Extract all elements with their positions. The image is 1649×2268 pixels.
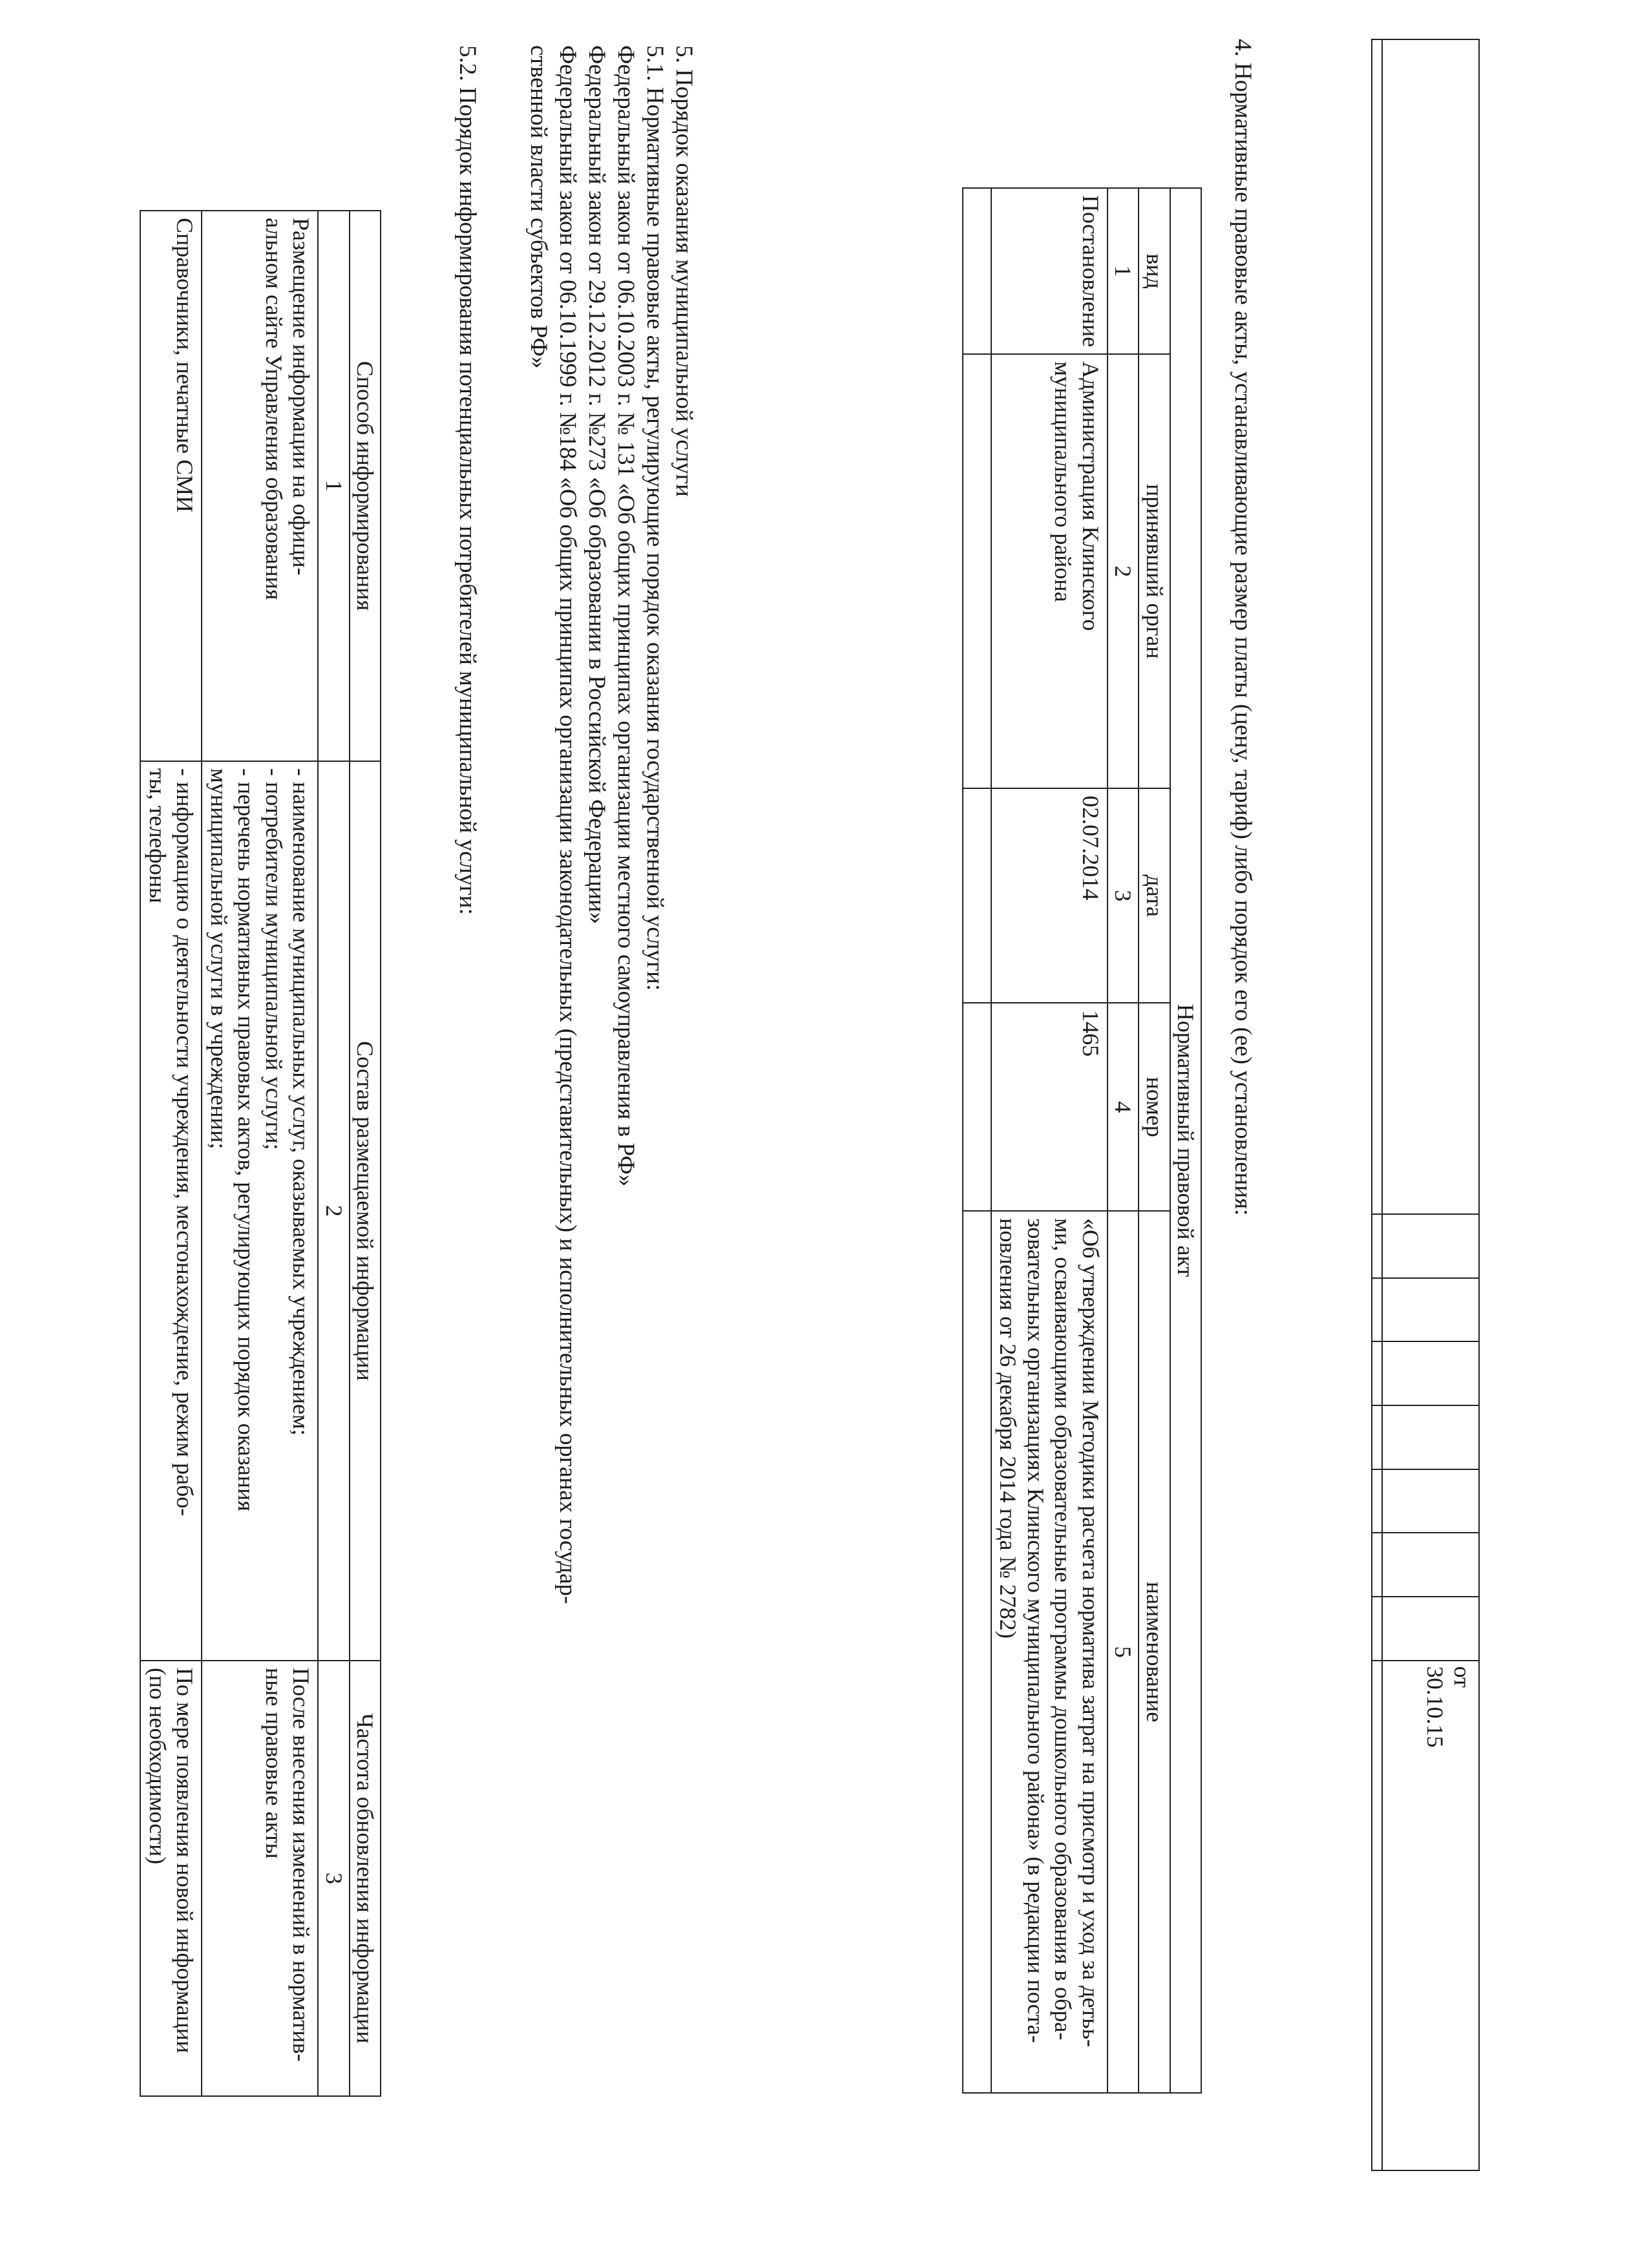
title-line: ми, осваивающими образовательные программы дошкольного образования в обра- bbox=[1050, 1218, 1077, 2041]
table-row bbox=[202, 211, 318, 2096]
col-number: 3 bbox=[318, 1661, 349, 2096]
info-frequency bbox=[140, 1661, 202, 2096]
method-line: альном сайте Управления образования bbox=[260, 218, 287, 600]
info-content bbox=[202, 761, 318, 1661]
law-line: Федеральный закон от 29.12.2012 г. №273 «Об образовании в Российской Федерации» bbox=[583, 45, 610, 925]
law-line: Федеральный закон от 06.10.2003 г. № 131 «Об общих принципах организации местного самоуправления в РФ» bbox=[613, 45, 639, 1187]
title-line: новления от 26 декабря 2014 года № 2782) bbox=[995, 1218, 1022, 1639]
frequency-line: (по необходимости) bbox=[144, 1668, 171, 1865]
law-line: Федеральный закон от 06.10.1999 г. №184 «Об общих принципах организации законодательных (представительных) и исполнительных органах государ- bbox=[554, 45, 581, 1604]
info-content bbox=[140, 761, 202, 1661]
content-line: - наименование муниципальных услуг, оказываемых учреждением; bbox=[288, 768, 315, 1436]
date-label: от bbox=[1449, 1666, 1475, 1688]
top-table-row bbox=[1372, 39, 1382, 2170]
title-line: «Об утверждении Методики расчета норматива затрат на присмотр и уход за детьь- bbox=[1077, 1218, 1104, 2048]
authority-line: муниципального района bbox=[1050, 361, 1077, 602]
content-line: муниципальной услуги в учреждении; bbox=[205, 768, 232, 1150]
top-table-cell bbox=[1372, 39, 1382, 1214]
table-row bbox=[991, 188, 1108, 2093]
table-header-row bbox=[1139, 188, 1170, 2093]
blank-cell bbox=[963, 1003, 991, 1211]
top-table-cell bbox=[1372, 1533, 1382, 1597]
col-header-title: наименование bbox=[1139, 1211, 1170, 2093]
info-method bbox=[140, 211, 202, 761]
col-number: 4 bbox=[1108, 1003, 1139, 1211]
top-table-cell bbox=[1382, 1405, 1479, 1469]
frequency-line: По мере появления новой информации bbox=[172, 1668, 198, 2053]
top-table-cell bbox=[1382, 1278, 1479, 1342]
act-number: 1465 bbox=[991, 1003, 1108, 1211]
content-line: - перечень нормативных правовых актов, регулирующих порядок оказания bbox=[233, 768, 260, 1511]
frequency-line: После внесения изменений в норматив- bbox=[288, 1668, 315, 2062]
col-header-number: номер bbox=[1139, 1003, 1170, 1211]
top-table-cell bbox=[1382, 1533, 1479, 1597]
section52-heading: 5.2. Порядок информирования потенциальных потребителей муниципальной услуги: bbox=[454, 45, 481, 915]
col-number: 5 bbox=[1108, 1211, 1139, 2093]
top-table-cell bbox=[1372, 1661, 1382, 2170]
method-line: Справочники, печатные СМИ bbox=[172, 218, 198, 513]
content-line: - информацию о деятельности учреждения, местонахождение, режим рабо- bbox=[172, 768, 198, 1517]
col-header-method: Способ информирования bbox=[350, 211, 381, 761]
top-table-cell bbox=[1372, 1214, 1382, 1278]
table-row-blank bbox=[963, 188, 991, 2093]
blank-cell bbox=[963, 354, 991, 788]
col-number: 2 bbox=[318, 761, 349, 1661]
act-kind: Постановление bbox=[991, 188, 1108, 354]
col-number: 2 bbox=[1108, 354, 1139, 788]
top-table-cell bbox=[1382, 1214, 1479, 1278]
table-row bbox=[140, 211, 202, 2096]
law-line: ственной власти субъектов РФ» bbox=[525, 45, 552, 369]
top-table-cell bbox=[1382, 1597, 1479, 1661]
top-table-row bbox=[1382, 39, 1479, 2170]
top-table-cell bbox=[1372, 1341, 1382, 1405]
top-table-cell bbox=[1372, 1469, 1382, 1533]
info-frequency bbox=[202, 1661, 318, 2096]
top-form-table bbox=[1371, 39, 1480, 2171]
section51-heading: 5.1. Нормативные правовые акты, регулирующие порядок оказания государственной услуги: bbox=[642, 45, 668, 991]
content-line: ты, телефоны bbox=[144, 768, 171, 903]
informing-table bbox=[140, 210, 381, 2097]
content-line: - потребители муниципальной услуги; bbox=[260, 768, 287, 1150]
table-number-row bbox=[1108, 188, 1139, 2093]
top-table-cell bbox=[1382, 39, 1479, 1214]
authority-line: Администрация Клинского bbox=[1077, 361, 1104, 631]
blank-cell bbox=[963, 788, 991, 1003]
section5-heading: 5. Порядок оказания муниципальной услуги bbox=[671, 45, 697, 497]
table-group-header-row bbox=[1170, 188, 1201, 2093]
method-line: Размещение информации на офици- bbox=[288, 218, 315, 576]
act-title bbox=[991, 1211, 1108, 2093]
col-header-content: Состав размещаемой информации bbox=[350, 761, 381, 1661]
blank-cell bbox=[963, 188, 991, 354]
top-table-cell bbox=[1372, 1278, 1382, 1342]
top-table-cell bbox=[1382, 1341, 1479, 1405]
col-header-frequency: Частота обновления информации bbox=[350, 1661, 381, 2096]
act-date: 02.07.2014 bbox=[991, 788, 1108, 1003]
top-table-cell bbox=[1382, 1469, 1479, 1533]
top-table-cell bbox=[1372, 1405, 1382, 1469]
blank-cell bbox=[963, 1211, 991, 2093]
rotated-content bbox=[144, 39, 1480, 2223]
col-number: 1 bbox=[1108, 188, 1139, 354]
col-header-authority: принявший орган bbox=[1139, 354, 1170, 788]
act-authority bbox=[991, 354, 1108, 788]
frequency-line: ные правовые акты bbox=[260, 1668, 287, 1859]
col-header-kind: вид bbox=[1139, 188, 1170, 354]
date-value: 30.10.15 bbox=[1422, 1666, 1448, 1748]
table-number-row bbox=[318, 211, 349, 2096]
normative-acts-table bbox=[962, 187, 1202, 2094]
top-table-cell bbox=[1372, 1597, 1382, 1661]
group-header: Нормативный правовой акт bbox=[1170, 188, 1201, 2093]
title-line: зовательных организациях Клинского муниципального района» (в редакции поста- bbox=[1022, 1218, 1049, 2043]
section4-heading: 4. Нормативные правовые акты, устанавливающие размер платы (цену, тариф) либо порядок его (ее) установления: bbox=[1230, 39, 1256, 1216]
col-number: 1 bbox=[318, 211, 349, 761]
top-table-date-cell bbox=[1382, 1661, 1479, 2170]
col-header-date: дата bbox=[1139, 788, 1170, 1003]
table-header-row bbox=[350, 211, 381, 2096]
col-number: 3 bbox=[1108, 788, 1139, 1003]
info-method bbox=[202, 211, 318, 761]
